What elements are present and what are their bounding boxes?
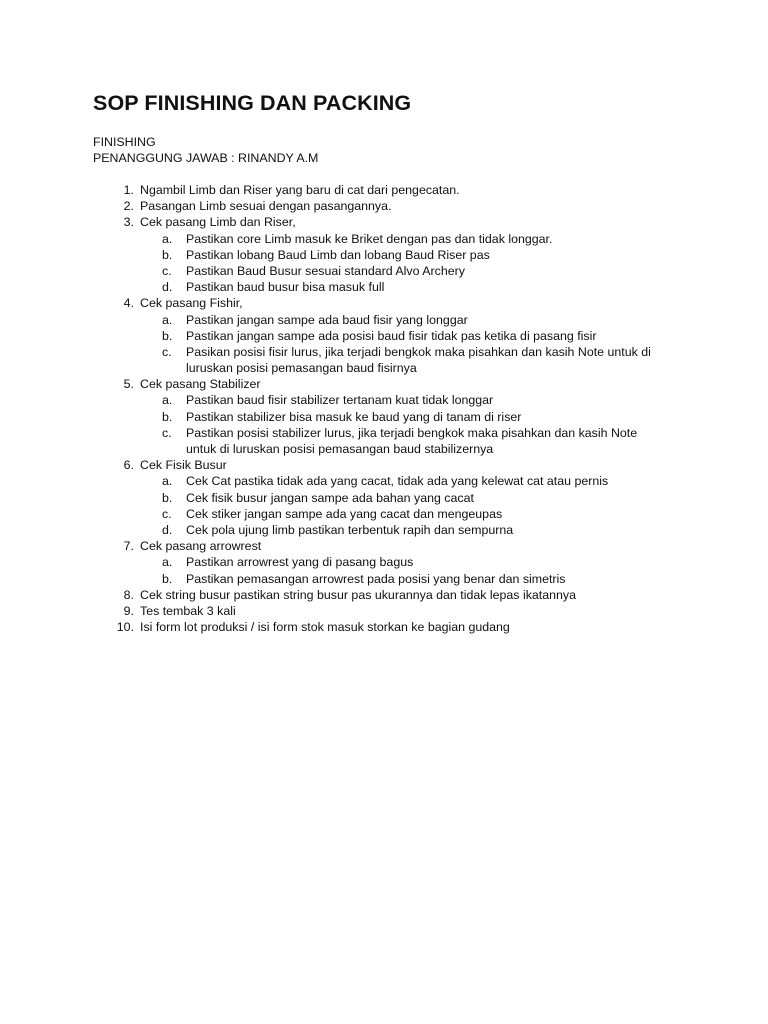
section-label: FINISHING <box>93 135 156 149</box>
sub-list-item <box>0 344 768 360</box>
step-number: 3. <box>123 215 134 230</box>
sub-list-item <box>0 571 768 587</box>
sub-step-text: Pastikan arrowrest yang di pasang bagus <box>186 555 414 570</box>
step-number: 1. <box>123 183 134 197</box>
sub-list-item-continued <box>0 441 768 457</box>
step-text: Isi form lot produksi / isi form stok masuk storkan ke bagian gudang <box>140 620 510 635</box>
sub-step-letter: b. <box>162 247 173 262</box>
list-item <box>0 457 768 473</box>
step-number: 6. <box>123 458 134 473</box>
sub-step-letter: d. <box>162 522 173 537</box>
step-number: 2. <box>123 199 134 214</box>
step-number: 10. <box>116 620 134 635</box>
sub-step-text: Pastikan pemasangan arrowrest pada posisi yang benar dan simetris <box>186 571 566 586</box>
sub-list-item-continued <box>0 360 768 376</box>
step-text: Cek Fisik Busur <box>140 458 227 473</box>
list-item <box>0 538 768 554</box>
step-number: 9. <box>123 603 134 618</box>
step-text: Ngambil Limb dan Riser yang baru di cat dari pengecatan. <box>140 183 460 197</box>
sub-list-item <box>0 312 768 328</box>
step-text: Pasangan Limb sesuai dengan pasangannya. <box>140 199 392 214</box>
sub-list-item <box>0 247 768 263</box>
responsible-person: PENANGGUNG JAWAB : RINANDY A.M <box>93 151 319 165</box>
sub-step-letter: b. <box>162 571 173 586</box>
sub-list-item <box>0 231 768 247</box>
sub-step-text: Cek Cat pastika tidak ada yang cacat, tidak ada yang kelewat cat atau pernis <box>186 474 609 489</box>
steps-list <box>0 182 768 635</box>
sub-list-item <box>0 263 768 279</box>
sub-step-text: Pastikan baud busur bisa masuk full <box>186 280 385 295</box>
sub-list-item <box>0 279 768 295</box>
step-number: 7. <box>123 539 134 554</box>
sub-step-text: Pastikan core Limb masuk ke Briket dengan pas dan tidak longgar. <box>186 231 553 246</box>
sub-step-text: Pastikan jangan sampe ada baud fisir yang longgar <box>186 312 468 327</box>
step-number: 8. <box>123 587 134 602</box>
list-item <box>0 214 768 230</box>
page-title: SOP FINISHING DAN PACKING <box>93 91 412 115</box>
step-text: Cek pasang Stabilizer <box>140 377 261 392</box>
sub-step-letter: a. <box>162 393 173 408</box>
sub-step-letter: c. <box>162 344 172 359</box>
list-item <box>0 603 768 619</box>
sub-list-item <box>0 473 768 489</box>
sub-step-text: Cek fisik busur jangan sampe ada bahan yang cacat <box>186 490 474 505</box>
list-item <box>0 295 768 311</box>
sub-step-text-continued: untuk di luruskan posisi pemasangan baud stabilizernya <box>186 442 494 456</box>
sub-step-letter: a. <box>162 231 173 246</box>
step-text: Cek string busur pastikan string busur pas ukurannya dan tidak lepas ikatannya <box>140 587 576 602</box>
sub-step-letter: d. <box>162 280 173 295</box>
sub-step-letter: b. <box>162 328 173 343</box>
list-item <box>0 198 768 214</box>
sub-list-item <box>0 409 768 425</box>
sub-list-item <box>0 425 768 441</box>
sub-step-text: Pasikan posisi fisir lurus, jika terjadi bengkok maka pisahkan dan kasih Note untuk di <box>186 344 651 359</box>
sub-step-letter: b. <box>162 409 173 424</box>
sub-list-item <box>0 522 768 538</box>
sub-step-letter: a. <box>162 474 173 489</box>
sub-step-text: Pastikan posisi stabilizer lurus, jika terjadi bengkok maka pisahkan dan kasih Note <box>186 425 638 440</box>
sub-list-item <box>0 328 768 344</box>
list-item <box>0 182 768 198</box>
sub-step-letter: c. <box>162 506 172 521</box>
sub-step-text: Cek stiker jangan sampe ada yang cacat dan mengeupas <box>186 506 503 521</box>
sub-step-text: Pastikan jangan sampe ada posisi baud fisir tidak pas ketika di pasang fisir <box>186 328 597 343</box>
sub-step-letter: b. <box>162 490 173 505</box>
sub-step-text-continued: luruskan posisi pemasangan baud fisirnya <box>186 361 417 376</box>
step-text: Cek pasang arrowrest <box>140 539 262 554</box>
list-item <box>0 376 768 392</box>
sub-step-text: Pastikan stabilizer bisa masuk ke baud yang di tanam di riser <box>186 409 522 424</box>
step-text: Cek pasang Limb dan Riser, <box>140 215 296 230</box>
sub-list-item <box>0 506 768 522</box>
sub-list-item <box>0 490 768 506</box>
sub-list-item <box>0 554 768 570</box>
step-text: Tes tembak 3 kali <box>140 603 236 618</box>
sub-step-letter: a. <box>162 555 173 570</box>
step-number: 4. <box>123 296 134 311</box>
sub-step-text: Pastikan lobang Baud Limb dan lobang Baud Riser pas <box>186 247 490 262</box>
sub-step-letter: c. <box>162 263 172 278</box>
list-item <box>0 587 768 603</box>
step-text: Cek pasang Fishir, <box>140 296 243 311</box>
sub-list-item <box>0 392 768 408</box>
sub-step-text: Cek pola ujung limb pastikan terbentuk rapih dan sempurna <box>186 522 514 537</box>
sub-step-letter: c. <box>162 425 172 440</box>
sub-step-text: Pastikan baud fisir stabilizer tertanam kuat tidak longgar <box>186 393 494 408</box>
list-item <box>0 619 768 635</box>
sub-step-text: Pastikan Baud Busur sesuai standard Alvo Archery <box>186 263 465 278</box>
sub-step-letter: a. <box>162 312 173 327</box>
step-number: 5. <box>123 377 134 392</box>
